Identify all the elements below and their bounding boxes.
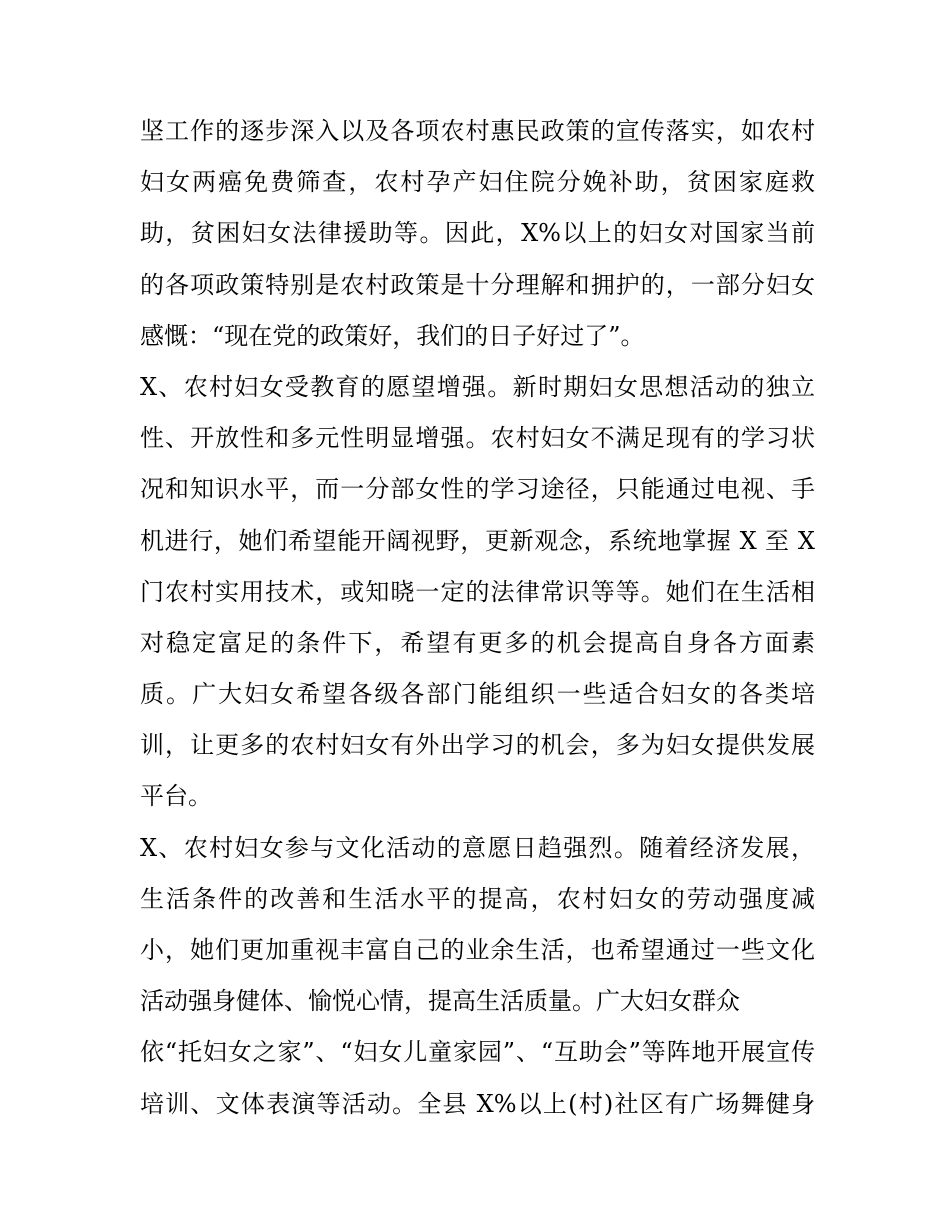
text-line: 门农村实用技术，或知晓一定的法律常识等等。她们在生活相 <box>140 577 815 606</box>
text-line: 妇女两癌免费筛查，农村孕产妇住院分娩补助，贫困家庭救 <box>140 168 815 197</box>
text-line: 的各项政策特别是农村政策是十分理解和拥护的，一部分妇女 <box>140 270 815 299</box>
text-line: 活动强身健体、愉悦心情，提高生活质量。广大妇女群众 <box>140 987 740 1016</box>
text-line: 质。广大妇女希望各级各部门能组织一些适合妇女的各类培 <box>140 680 815 709</box>
text-line: 对稳定富足的条件下，希望有更多的机会提高自身各方面素 <box>140 628 815 657</box>
text-line: 坚工作的逐步深入以及各项农村惠民政策的宣传落实，如农村 <box>140 117 815 145</box>
text-line: 依“托妇女之家”、“妇女儿童家园”、“互助会”等阵地开展宣传 <box>140 1038 815 1067</box>
text-line: 训，让更多的农村妇女有外出学习的机会，多为妇女提供发展 <box>140 731 815 760</box>
text-line: 性、开放性和多元性明显增强。农村妇女不满足现有的学习状 <box>140 424 815 453</box>
text-line: 况和知识水平，而一分部女性的学习途径，只能通过电视、手 <box>140 475 815 504</box>
text-line: 小，她们更加重视丰富自己的业余生活，也希望通过一些文化 <box>140 936 815 964</box>
body-text <box>140 106 815 1130</box>
text-line: 平台。 <box>140 782 212 811</box>
text-line: 培训、文体表演等活动。全县 X%以上(村)社区有广场舞健身 <box>140 1089 815 1118</box>
text-line: X、农村妇女参与文化活动的意愿日趋强烈。随着经济发展， <box>140 833 815 862</box>
text-line: 感慨：“现在党的政策好，我们的日子好过了”。 <box>140 321 645 350</box>
text-line: 机进行，她们希望能开阔视野，更新观念，系统地掌握 X 至 X <box>140 526 815 555</box>
text-line: 助，贫困妇女法律援助等。因此，X%以上的妇女对国家当前 <box>140 219 815 248</box>
text-line: 生活条件的改善和生活水平的提高，农村妇女的劳动强度减 <box>140 884 815 913</box>
text-line: X、农村妇女受教育的愿望增强。新时期妇女思想活动的独立 <box>140 372 815 401</box>
